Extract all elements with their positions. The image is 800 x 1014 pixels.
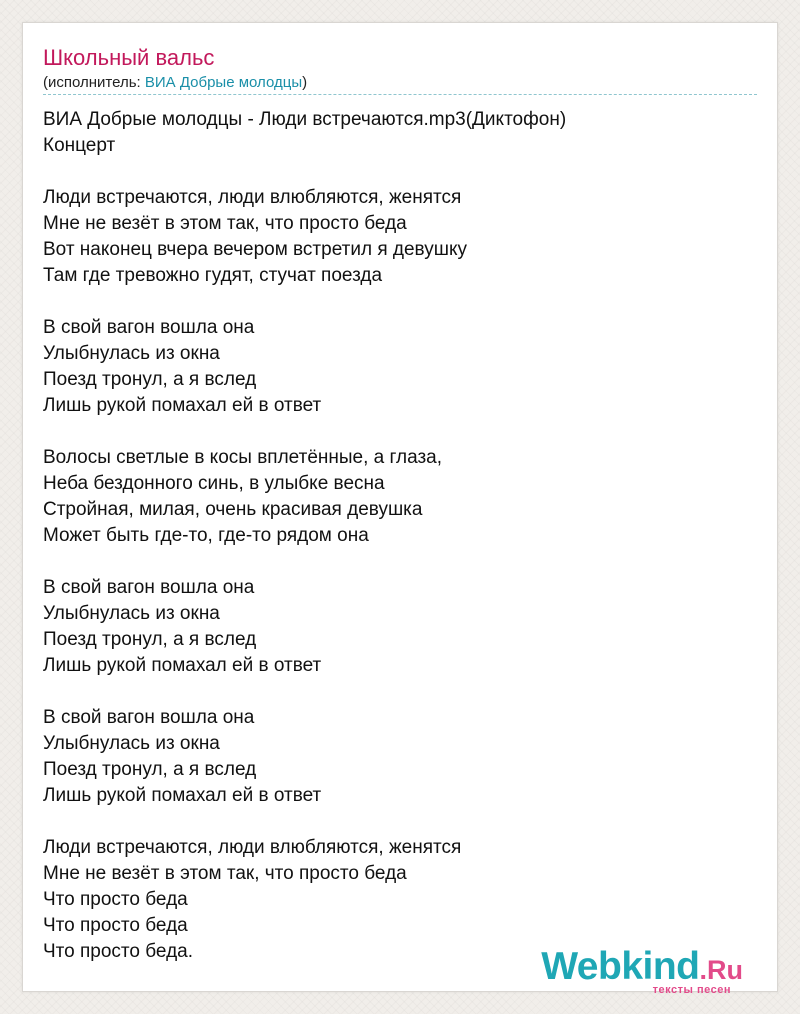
lyric-line: Неба бездонного синь, в улыбке весна — [43, 473, 385, 494]
artist-link[interactable]: ВИА Добрые молодцы — [144, 74, 303, 91]
lyric-line: Волосы светлые в косы вплетённые, а глаза, — [43, 447, 443, 468]
lyric-line: Что просто беда. — [43, 941, 194, 962]
lyric-line: В свой вагон вошла она — [43, 707, 255, 728]
lyric-line: В свой вагон вошла она — [43, 317, 255, 338]
lyric-blank-line — [43, 289, 757, 315]
lyric-line: Стройная, милая, очень красивая девушка — [43, 499, 423, 520]
song-title: Школьный вальс — [43, 45, 215, 70]
lyric-line: Лишь рукой помахал ей в ответ — [43, 395, 322, 416]
title-divider — [43, 94, 757, 95]
logo-domain-suffix: .Ru — [699, 955, 743, 985]
lyric-line: В свой вагон вошла она — [43, 577, 255, 598]
lyric-line: Мне не везёт в этом так, что просто беда — [43, 863, 407, 884]
lyric-line: Люди встречаются, люди влюбляются, женятся — [43, 837, 462, 858]
lyric-line: Люди встречаются, люди влюбляются, женятся — [43, 187, 462, 208]
lyric-line: Концерт — [43, 135, 116, 156]
lyric-blank-line — [43, 679, 757, 705]
lyric-line: Улыбнулась из окна — [43, 733, 220, 754]
lyric-line: Поезд тронул, а я вслед — [43, 369, 257, 390]
lyric-line: ВИА Добрые молодцы - Люди встречаются.mp3(Диктофон) — [43, 109, 567, 130]
lyric-blank-line — [43, 549, 757, 575]
lyric-line: Может быть где-то, где-то рядом она — [43, 525, 369, 546]
logo-tagline: тексты песен — [652, 984, 731, 996]
lyric-line: Мне не везёт в этом так, что просто беда — [43, 213, 407, 234]
lyric-blank-line — [43, 419, 757, 445]
lyric-line: Что просто беда — [43, 889, 188, 910]
lyric-line: Поезд тронул, а я вслед — [43, 629, 257, 650]
lyric-blank-line — [43, 159, 757, 185]
lyric-blank-line — [43, 809, 757, 835]
logo-wordmark: Webkind — [541, 945, 700, 988]
lyric-line: Лишь рукой помахал ей в ответ — [43, 785, 322, 806]
lyric-line: Там где тревожно гудят, стучат поезда — [43, 265, 383, 286]
site-logo[interactable] — [541, 945, 743, 996]
lyric-line: Что просто беда — [43, 915, 188, 936]
artist-suffix: ) — [302, 74, 308, 91]
lyric-line: Лишь рукой помахал ей в ответ — [43, 655, 322, 676]
lyric-line: Улыбнулась из окна — [43, 343, 220, 364]
artist-prefix: (исполнитель: — [43, 74, 145, 91]
lyric-line: Улыбнулась из окна — [43, 603, 220, 624]
lyrics-card — [22, 22, 778, 996]
artist-line — [43, 74, 307, 92]
lyrics-text — [43, 107, 757, 965]
lyric-line: Поезд тронул, а я вслед — [43, 759, 257, 780]
lyric-line: Вот наконец вчера вечером встретил я девушку — [43, 239, 467, 260]
